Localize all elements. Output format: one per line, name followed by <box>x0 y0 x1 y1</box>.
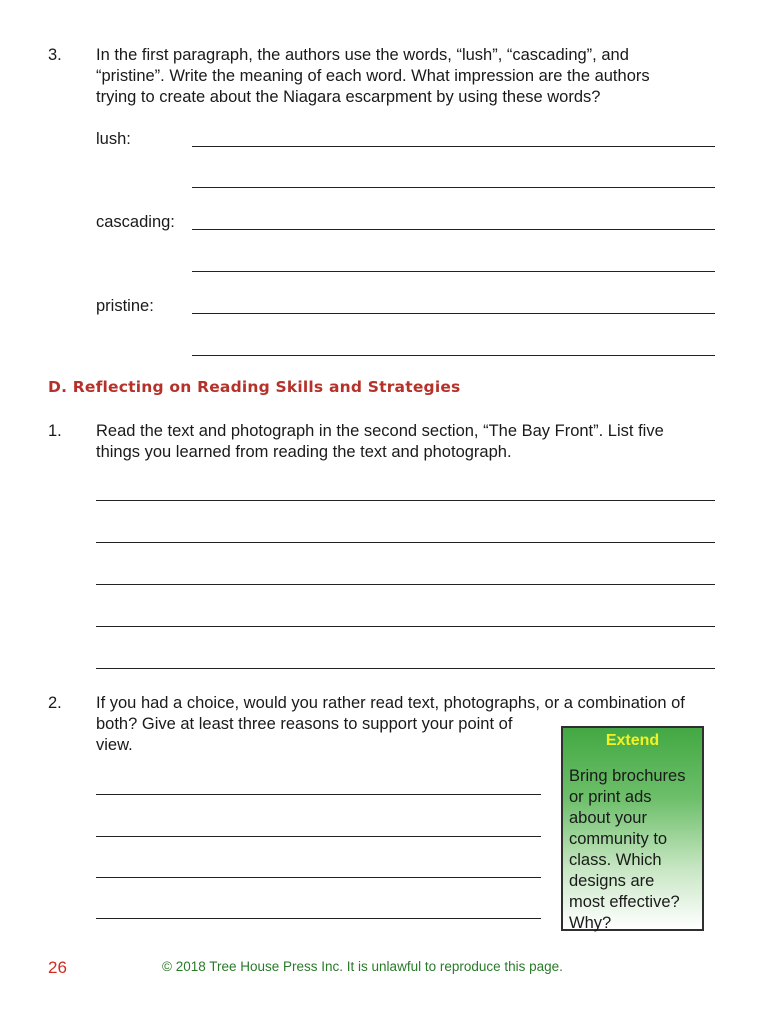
answer-line-q1-1[interactable] <box>96 500 715 501</box>
answer-line-cascading-1[interactable] <box>192 229 715 230</box>
question-1-line: things you learned from reading the text and photograph. <box>96 443 512 461</box>
question-1-line: Read the text and photograph in the second section, “The Bay Front”. List five <box>96 422 664 440</box>
question-3-line: trying to create about the Niagara escarpment by using these words? <box>96 88 601 106</box>
extend-line: about your <box>569 809 647 827</box>
answer-line-q1-5[interactable] <box>96 668 715 669</box>
question-3-prompt <box>96 45 736 108</box>
answer-line-q1-3[interactable] <box>96 584 715 585</box>
question-1-number: 1. <box>48 422 62 440</box>
extend-line: or print ads <box>569 788 652 806</box>
extend-line: Why? <box>569 914 612 932</box>
answer-line-pristine-1[interactable] <box>192 313 715 314</box>
page-number: 26 <box>48 958 67 977</box>
answer-line-q2-1[interactable] <box>96 794 541 795</box>
question-3-number: 3. <box>48 46 62 64</box>
label-pristine: pristine: <box>96 297 154 315</box>
answer-line-pristine-2[interactable] <box>192 355 715 356</box>
copyright-notice: © 2018 Tree House Press Inc. It is unlawful to reproduce this page. <box>162 959 563 974</box>
label-cascading: cascading: <box>96 213 175 231</box>
extend-line: community to <box>569 830 668 848</box>
question-2-line: view. <box>96 736 133 754</box>
extend-line: designs are <box>569 872 655 890</box>
answer-line-cascading-2[interactable] <box>192 271 715 272</box>
answer-line-q1-2[interactable] <box>96 542 715 543</box>
answer-line-q2-4[interactable] <box>96 918 541 919</box>
extend-line: most effective? <box>569 893 680 911</box>
question-3-line: “pristine”. Write the meaning of each word. What impression are the authors <box>96 67 650 85</box>
extend-body <box>569 766 704 934</box>
extend-box <box>561 726 704 931</box>
answer-line-lush-2[interactable] <box>192 187 715 188</box>
question-3-line: In the first paragraph, the authors use the words, “lush”, “cascading”, and <box>96 46 629 64</box>
answer-line-q2-3[interactable] <box>96 877 541 878</box>
extend-title: Extend <box>605 732 660 749</box>
question-2-number: 2. <box>48 694 62 712</box>
section-d-heading: D. Reflecting on Reading Skills and Strategies <box>48 378 461 396</box>
answer-line-lush-1[interactable] <box>192 146 715 147</box>
question-1-prompt <box>96 421 736 463</box>
answer-line-q2-2[interactable] <box>96 836 541 837</box>
question-2-line: both? Give at least three reasons to support your point of <box>96 715 513 733</box>
label-lush: lush: <box>96 130 131 148</box>
extend-line: Bring brochures <box>569 767 686 785</box>
question-2-line: If you had a choice, would you rather read text, photographs, or a combination of <box>96 694 685 712</box>
extend-line: class. Which <box>569 851 662 869</box>
answer-line-q1-4[interactable] <box>96 626 715 627</box>
